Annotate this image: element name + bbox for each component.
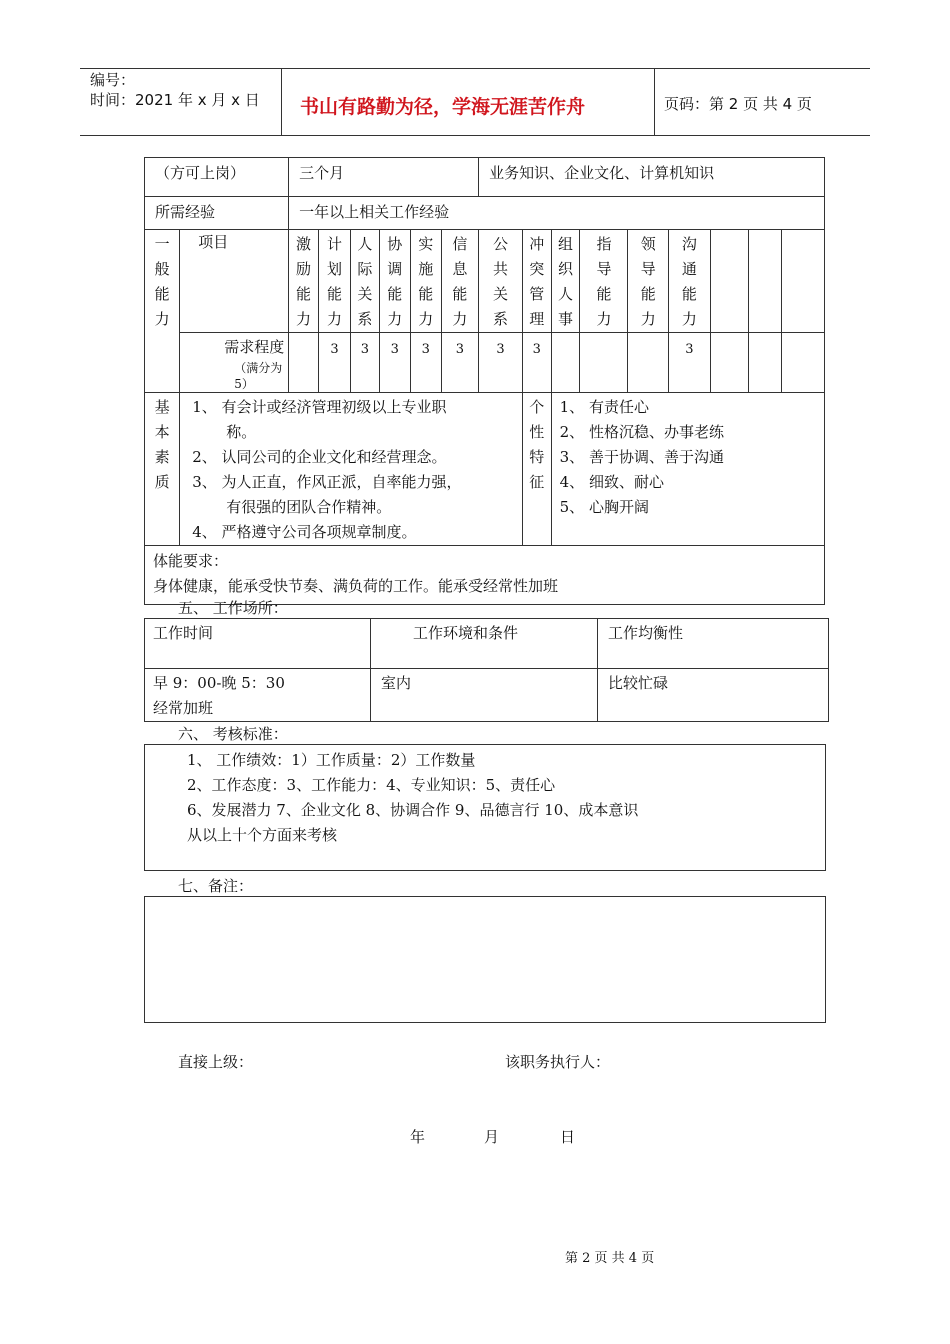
ability-column-label: 组织人事 bbox=[558, 235, 574, 328]
date-month-label: 月 bbox=[484, 1128, 500, 1146]
document-date: 时间：2021 年 x 月 x 日 bbox=[90, 91, 260, 109]
section-remarks-title: 七、备注： bbox=[178, 877, 254, 895]
assessment-line: 1、 工作绩效：1）工作质量：2）工作数量 bbox=[187, 751, 476, 769]
experience-label: 所需经验 bbox=[155, 203, 216, 221]
personality-item: 1、 有责任心 bbox=[559, 398, 649, 416]
ability-column-label: 沟通能力 bbox=[681, 235, 697, 328]
work-env-cell bbox=[371, 669, 598, 722]
ability-column-label: 人际关系 bbox=[357, 235, 373, 328]
ability-column bbox=[669, 230, 711, 333]
footer-page-number: 第 2 页 共 4 页 bbox=[565, 1251, 655, 1266]
demand-value bbox=[749, 333, 782, 393]
header-divider-left bbox=[281, 68, 282, 136]
header-page-number: 页码：第 2 页 共 4 页 bbox=[664, 95, 812, 113]
workplace-header-balance bbox=[598, 619, 829, 669]
work-time-cell bbox=[145, 669, 371, 722]
demand-label: 需求程度 bbox=[224, 338, 285, 356]
demand-label-cell bbox=[180, 333, 289, 393]
onboarding-label: （方可上岗） bbox=[155, 164, 246, 182]
demand-value bbox=[551, 333, 580, 393]
demand-value: 3 bbox=[441, 333, 478, 393]
general-ability-label: 一般能力 bbox=[154, 235, 170, 328]
demand-note: （满分为 5） bbox=[234, 361, 283, 391]
workplace-header-time bbox=[145, 619, 371, 669]
work-time-overtime: 经常加班 bbox=[153, 699, 214, 717]
document-number: 编号： bbox=[90, 71, 136, 89]
ability-column-label: 计划能力 bbox=[326, 235, 342, 328]
demand-value: 3 bbox=[669, 333, 711, 393]
demand-value: 3 bbox=[522, 333, 551, 393]
ability-column bbox=[782, 230, 825, 333]
required-knowledge: 业务知识、企业文化、计算机知识 bbox=[489, 164, 715, 182]
demand-value bbox=[580, 333, 628, 393]
work-balance-value: 比较忙碌 bbox=[608, 674, 669, 692]
ability-column bbox=[441, 230, 478, 333]
date-year-label: 年 bbox=[410, 1128, 426, 1146]
basic-quality-item: 2、 认同公司的企业文化和经营理念。 bbox=[192, 448, 447, 466]
ability-column-label: 激励能力 bbox=[296, 235, 312, 328]
section-assessment-title: 六、 考核标准： bbox=[178, 725, 288, 743]
demand-value bbox=[782, 333, 825, 393]
basic-quality-list bbox=[180, 393, 523, 546]
ability-column-label: 实施能力 bbox=[418, 235, 434, 328]
date-day-label: 日 bbox=[560, 1128, 576, 1146]
onboarding-duration-cell bbox=[289, 158, 479, 197]
basic-quality-item: 4、 严格遵守公司各项规章制度。 bbox=[192, 523, 417, 541]
demand-value: 3 bbox=[350, 333, 379, 393]
ability-column bbox=[379, 230, 410, 333]
workplace-table bbox=[144, 618, 829, 722]
workplace-header-time-label: 工作时间 bbox=[153, 624, 214, 642]
basic-quality-item: 1、 有会计或经济管理初级以上专业职 bbox=[192, 398, 447, 416]
demand-value bbox=[289, 333, 319, 393]
workplace-header-env-label: 工作环境和条件 bbox=[413, 624, 519, 642]
ability-column-label: 信息能力 bbox=[452, 235, 468, 328]
work-env-value: 室内 bbox=[381, 674, 412, 692]
basic-quality-label-cell bbox=[145, 393, 180, 546]
assessment-line: 6、发展潜力 7、企业文化 8、协调合作 9、品德言行 10、成本意识 bbox=[187, 801, 639, 819]
ability-column bbox=[749, 230, 782, 333]
ability-column-label: 协调能力 bbox=[387, 235, 403, 328]
basic-quality-item: 称。 bbox=[226, 423, 257, 441]
ability-column bbox=[710, 230, 748, 333]
demand-value: 3 bbox=[379, 333, 410, 393]
item-label-cell bbox=[180, 230, 289, 333]
basic-quality-label: 基本素质 bbox=[154, 398, 170, 491]
demand-value: 3 bbox=[410, 333, 441, 393]
workplace-header-env bbox=[371, 619, 598, 669]
item-label: 项目 bbox=[198, 233, 229, 251]
personality-item: 3、 善于协调、善于沟通 bbox=[559, 448, 724, 466]
personality-list bbox=[551, 393, 824, 546]
section-workplace-title: 五、 工作场所： bbox=[178, 599, 288, 617]
demand-value: 3 bbox=[318, 333, 350, 393]
remarks-box bbox=[144, 896, 826, 1023]
ability-column bbox=[522, 230, 551, 333]
demand-value bbox=[710, 333, 748, 393]
basic-quality-item: 有很强的团队合作精神。 bbox=[226, 498, 392, 516]
assessment-box bbox=[144, 744, 826, 871]
work-time-hours: 早 9：00-晚 5：30 bbox=[153, 674, 285, 692]
personality-item: 4、 细致、耐心 bbox=[559, 473, 664, 491]
work-balance-cell bbox=[598, 669, 829, 722]
experience-label-cell bbox=[145, 197, 289, 230]
physical-requirement-text: 身体健康，能承受快节奏、满负荷的工作。能承受经常性加班 bbox=[153, 577, 559, 595]
ability-column bbox=[410, 230, 441, 333]
ability-column bbox=[318, 230, 350, 333]
ability-column-label: 冲突管理 bbox=[529, 235, 545, 328]
required-knowledge-cell bbox=[479, 158, 825, 197]
demand-value: 3 bbox=[479, 333, 523, 393]
physical-requirement-label: 体能要求： bbox=[153, 552, 229, 570]
experience-value-cell bbox=[289, 197, 825, 230]
general-ability-label-cell bbox=[145, 230, 180, 393]
assessment-line: 从以上十个方面来考核 bbox=[187, 826, 338, 844]
onboarding-label-cell bbox=[145, 158, 289, 197]
ability-column bbox=[628, 230, 669, 333]
experience-value: 一年以上相关工作经验 bbox=[299, 203, 450, 221]
header-divider-right bbox=[654, 68, 655, 136]
job-requirements-table bbox=[144, 157, 825, 605]
personality-label-cell bbox=[522, 393, 551, 546]
ability-column-label: 领导能力 bbox=[640, 235, 656, 328]
header-top-rule bbox=[80, 68, 870, 69]
workplace-header-balance-label: 工作均衡性 bbox=[608, 624, 684, 642]
basic-quality-item: 3、 为人正直，作风正派，自率能力强， bbox=[192, 473, 462, 491]
header-bottom-rule bbox=[80, 135, 870, 136]
executor-signature-label: 该职务执行人： bbox=[505, 1053, 611, 1071]
ability-column bbox=[289, 230, 319, 333]
ability-column bbox=[580, 230, 628, 333]
personality-label: 个性特征 bbox=[529, 398, 545, 491]
personality-item: 2、 性格沉稳、办事老练 bbox=[559, 423, 724, 441]
onboarding-duration: 三个月 bbox=[299, 164, 345, 182]
ability-column bbox=[479, 230, 523, 333]
assessment-line: 2、工作态度：3、工作能力：4、专业知识：5、责任心 bbox=[187, 776, 556, 794]
physical-requirement-cell bbox=[145, 546, 825, 605]
personality-item: 5、 心胸开阔 bbox=[559, 498, 649, 516]
header-motto: 书山有路勤为径，学海无涯苦作舟 bbox=[300, 96, 586, 118]
supervisor-signature-label: 直接上级： bbox=[178, 1053, 254, 1071]
ability-column bbox=[551, 230, 580, 333]
ability-column-label: 公共关系 bbox=[492, 235, 508, 328]
demand-value bbox=[628, 333, 669, 393]
ability-column bbox=[350, 230, 379, 333]
ability-column-label: 指导能力 bbox=[596, 235, 612, 328]
